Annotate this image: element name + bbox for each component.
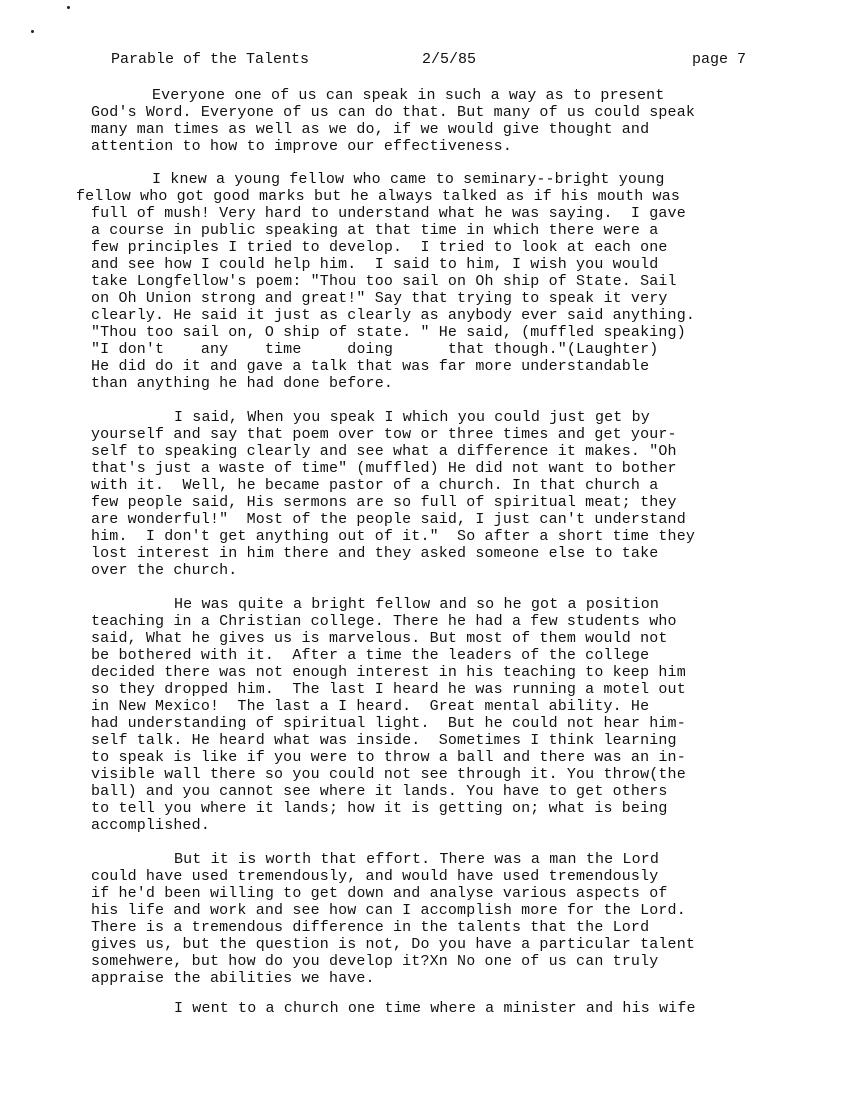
text-line: a course in public speaking at that time in which there were a xyxy=(91,222,659,239)
document-date: 2/5/85 xyxy=(422,51,477,68)
text-line: so they dropped him. The last I heard he was running a motel out xyxy=(91,681,686,698)
text-line: He was quite a bright fellow and so he got a position xyxy=(174,596,660,613)
text-line: in New Mexico! The last a I heard. Great mental ability. He xyxy=(91,698,650,715)
text-line: are wonderful!" Most of the people said, I just can't understand xyxy=(91,511,686,528)
text-line: than anything he had done before. xyxy=(91,375,393,392)
text-line: Everyone one of us can speak in such a way as to present xyxy=(152,87,665,104)
text-line: had understanding of spiritual light. But he could not hear him- xyxy=(91,715,686,732)
text-line: him. I don't get anything out of it." So after a short time they xyxy=(91,528,695,545)
text-line: to tell you where it lands; how it is getting on; what is being xyxy=(91,800,668,817)
text-line: few principles I tried to develop. I tried to look at each one xyxy=(91,239,668,256)
text-line: self talk. He heard what was inside. Sometimes I think learning xyxy=(91,732,677,749)
document-title: Parable of the Talents xyxy=(111,51,310,68)
text-line: teaching in a Christian college. There he had a few students who xyxy=(91,613,677,630)
text-line: I knew a young fellow who came to seminary--bright young xyxy=(152,171,665,188)
text-line: said, What he gives us is marvelous. But most of them would not xyxy=(91,630,668,647)
text-line: God's Word. Everyone of us can do that. But many of us could speak xyxy=(91,104,695,121)
text-line: his life and work and see how can I accomplish more for the Lord. xyxy=(91,902,686,919)
text-line: lost interest in him there and they asked someone else to take xyxy=(91,545,659,562)
text-line: take Longfellow's poem: "Thou too sail on Oh ship of State. Sail xyxy=(91,273,677,290)
text-line: clearly. He said it just as clearly as anybody ever said anything. xyxy=(91,307,695,324)
text-line: full of mush! Very hard to understand what he was saying. I gave xyxy=(91,205,686,222)
text-line: "I don't any time doing that though."(Laughter) xyxy=(91,341,659,358)
text-line: few people said, His sermons are so full of spiritual meat; they xyxy=(91,494,677,511)
page-number: page 7 xyxy=(692,51,747,68)
text-line: attention to how to improve our effectiveness. xyxy=(91,138,512,155)
text-line: yourself and say that poem over tow or three times and get your- xyxy=(91,426,677,443)
text-line: that's just a waste of time" (muffled) He did not want to bother xyxy=(91,460,677,477)
text-line: could have used tremendously, and would have used tremendously xyxy=(91,868,659,885)
stray-mark xyxy=(31,30,34,33)
text-line: visible wall there so you could not see through it. You throw(the xyxy=(91,766,686,783)
text-line: There is a tremendous difference in the talents that the Lord xyxy=(91,919,650,936)
text-line: fellow who got good marks but he always talked as if his mouth was xyxy=(76,188,680,205)
text-line: and see how I could help him. I said to him, I wish you would xyxy=(91,256,659,273)
text-line: appraise the abilities we have. xyxy=(91,970,375,987)
stray-mark xyxy=(67,6,70,9)
text-line: decided there was not enough interest in his teaching to keep him xyxy=(91,664,686,681)
text-line: gives us, but the question is not, Do you have a particular talent xyxy=(91,936,695,953)
text-line: I went to a church one time where a minister and his wife xyxy=(174,1000,696,1017)
text-line: be bothered with it. After a time the leaders of the college xyxy=(91,647,650,664)
text-line: He did do it and gave a talk that was far more understandable xyxy=(91,358,650,375)
text-line: on Oh Union strong and great!" Say that trying to speak it very xyxy=(91,290,668,307)
text-line: with it. Well, he became pastor of a church. In that church a xyxy=(91,477,659,494)
text-line: ball) and you cannot see where it lands. You have to get others xyxy=(91,783,668,800)
text-line: to speak is like if you were to throw a ball and there was an in- xyxy=(91,749,686,766)
text-line: over the church. xyxy=(91,562,238,579)
text-line: many man times as well as we do, if we would give thought and xyxy=(91,121,650,138)
text-line: somehwere, but how do you develop it?Xn No one of us can truly xyxy=(91,953,659,970)
text-line: But it is worth that effort. There was a man the Lord xyxy=(174,851,660,868)
text-line: if he'd been willing to get down and analyse various aspects of xyxy=(91,885,668,902)
text-line: "Thou too sail on, O ship of state. " He said, (muffled speaking) xyxy=(91,324,686,341)
text-line: I said, When you speak I which you could just get by xyxy=(174,409,650,426)
text-line: self to speaking clearly and see what a difference it makes. "Oh xyxy=(91,443,677,460)
text-line: accomplished. xyxy=(91,817,210,834)
page-header xyxy=(0,50,853,70)
